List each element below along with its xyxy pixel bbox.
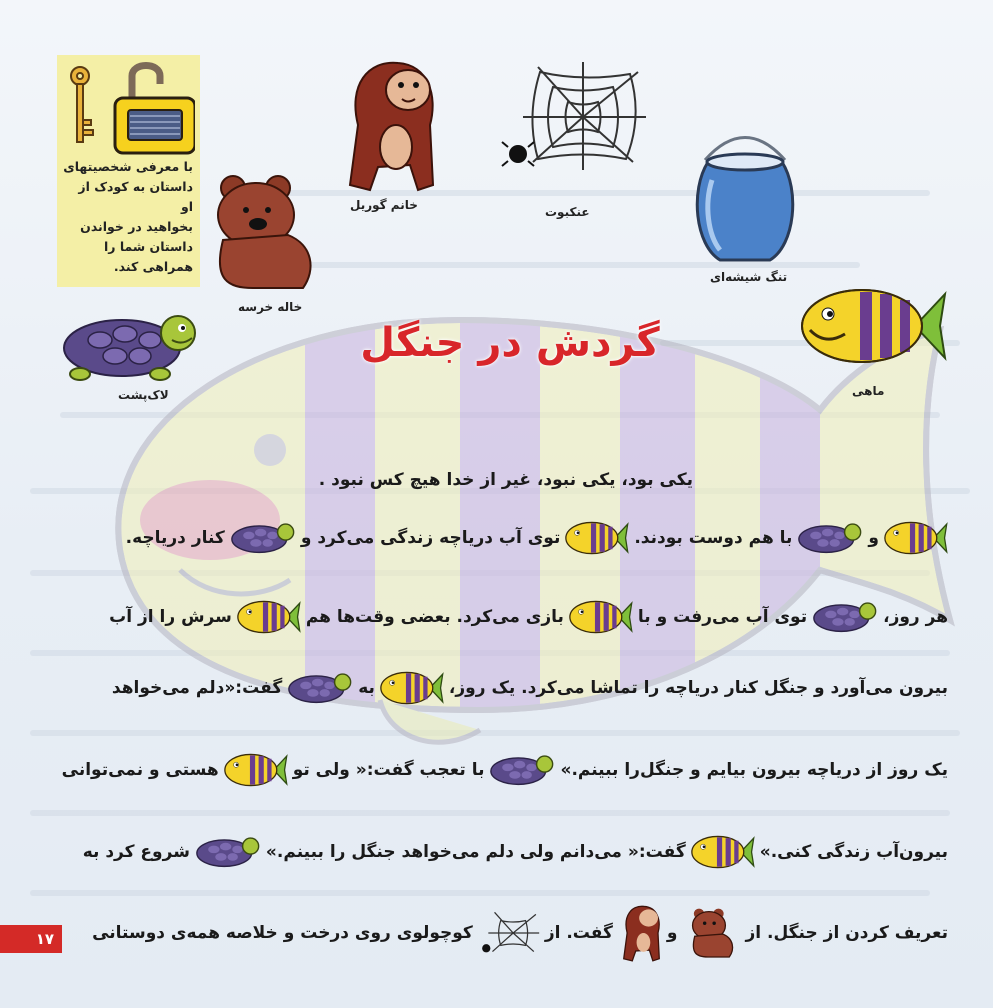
gorilla-label: خانم گوریل <box>350 198 418 212</box>
fish-icon <box>237 596 301 638</box>
story-title: گردش در جنگل <box>360 320 660 366</box>
fish-label: ماهی <box>852 384 885 398</box>
gorilla-icon <box>618 903 662 963</box>
story-line-5 <box>62 750 948 790</box>
story-text: به <box>358 678 375 698</box>
tip-line: داستان به کودک از او <box>78 179 193 214</box>
ghost-line <box>30 890 930 896</box>
turtle-label: لاک‌پشت <box>118 388 169 402</box>
turtle-icon <box>489 752 555 788</box>
turtle-icon <box>287 670 353 706</box>
story-text: کوچولوی روی درخت و خلاصه همه‌ی دوستانی <box>92 923 473 943</box>
story-text: و <box>666 923 678 943</box>
story-line-7 <box>92 905 948 961</box>
story-text: گفت:«دلم می‌خواهد <box>111 678 283 698</box>
story-line-3 <box>109 597 948 637</box>
tip-line: همراهی کند. <box>113 259 193 274</box>
fish-icon <box>380 667 444 709</box>
fish-icon <box>800 286 948 366</box>
story-text: و <box>868 528 879 548</box>
story-line-1 <box>319 460 693 500</box>
fish-icon <box>691 831 755 873</box>
tip-line: داستان شما را <box>103 239 193 254</box>
story-text: بازی می‌کرد. بعضی وقت‌ها هم <box>305 607 564 627</box>
story-text: بیرون می‌آورد و جنگل کنار دریاچه را تماشا می‌کرد. یک روز، <box>448 678 948 698</box>
story-line-2 <box>126 518 948 558</box>
story-text: هستی و نمی‌توانی <box>61 760 219 780</box>
story-text: توی آب می‌رفت و با <box>637 607 808 627</box>
turtle-icon <box>230 520 296 556</box>
fish-icon <box>224 749 288 791</box>
spider-web-icon <box>498 62 648 172</box>
ghost-line <box>230 190 930 196</box>
parent-tip-text <box>63 157 193 277</box>
fish-icon <box>884 517 948 559</box>
jar-label: تنگ شیشه‌ای <box>710 270 788 284</box>
story-text: تعریف کردن از جنگل. از <box>745 923 948 943</box>
fish-icon <box>565 517 629 559</box>
bear-icon <box>683 906 741 960</box>
bear-icon <box>208 170 318 295</box>
key-lock-icon <box>60 58 195 158</box>
story-line-6 <box>83 832 948 872</box>
turtle-icon <box>60 308 200 383</box>
story-text: با تعجب گفت:« ولی تو <box>292 760 485 780</box>
turtle-icon <box>797 520 863 556</box>
glass-jar-icon <box>690 120 800 265</box>
story-text: توی آب دریاچه زندگی می‌کرد و <box>300 528 561 548</box>
story-text: بیرون‌آب زندگی کنی.» <box>759 842 948 862</box>
story-text: کنار دریاچه. <box>125 528 225 548</box>
fish-icon <box>569 596 633 638</box>
story-text: یک روز از دریاچه بیرون بیایم و جنگل‌را ببینم.» <box>560 760 948 780</box>
ghost-line <box>30 810 950 816</box>
spider-web-icon <box>478 910 540 956</box>
tip-line: بخواهید در خواندن <box>80 219 193 234</box>
story-text: گفت. از <box>544 923 613 943</box>
story-text: سرش را از آب <box>109 607 232 627</box>
turtle-icon <box>812 599 878 635</box>
story-text: هر روز، <box>883 607 948 627</box>
spider-label: عنکبوت <box>545 205 590 219</box>
tip-line: با معرفی شخصیتهای <box>63 159 193 174</box>
story-text: شروع کرد به <box>82 842 190 862</box>
bear-label: خاله خرسه <box>238 300 303 314</box>
story-line-4 <box>112 668 948 708</box>
story-text: گفت:« می‌دانم ولی دلم می‌خواهد جنگل را ببینم.» <box>265 842 686 862</box>
story-text: یکی بود، یکی نبود، غیر از خدا هیچ کس نبود . <box>318 470 693 490</box>
page-number: ۱۷ <box>0 925 62 953</box>
gorilla-icon <box>338 55 438 195</box>
turtle-icon <box>195 834 261 870</box>
story-text: با هم دوست بودند. <box>634 528 793 548</box>
